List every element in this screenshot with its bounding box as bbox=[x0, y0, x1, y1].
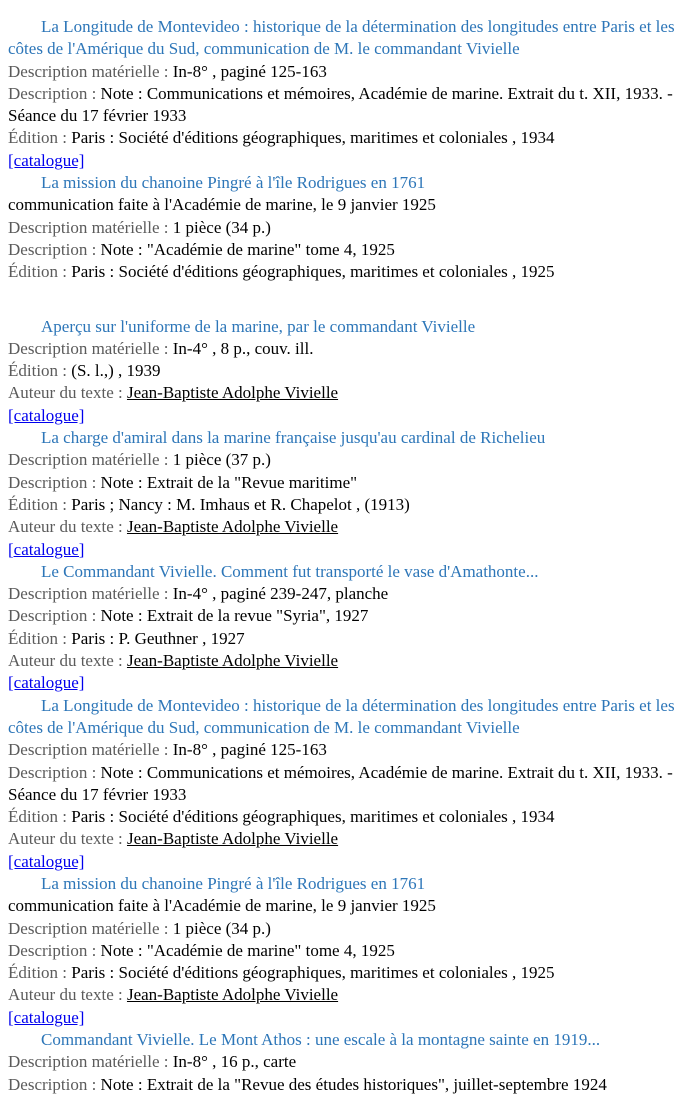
description-materielle-label: Description matérielle : bbox=[8, 740, 173, 760]
author-link[interactable]: Jean-Baptiste Adolphe Vivielle bbox=[126, 651, 339, 671]
edition-label: Édition : bbox=[8, 262, 72, 282]
description-note-value: Note : "Académie de marine" tome 4, 1925 bbox=[100, 239, 395, 259]
description-note-label: Description : bbox=[8, 472, 101, 492]
description-materielle-label: Description matérielle : bbox=[8, 584, 173, 604]
edition-value: Paris ; Nancy : M. Imhaus et R. Chapelot , (1913) bbox=[71, 494, 410, 514]
record-title-link[interactable]: La mission du chanoine Pingré à l'île Rodrigues en 1761 bbox=[41, 873, 426, 893]
description-note-value: Note : Extrait de la "Revue maritime" bbox=[100, 472, 358, 492]
edition-value: Paris : P. Geuthner , 1927 bbox=[71, 628, 245, 648]
record-subtitle: communication faite à l'Académie de marine, le 9 janvier 1925 bbox=[8, 195, 436, 215]
record-title-link[interactable]: Le Commandant Vivielle. Comment fut transporté le vase d'Amathonte... bbox=[41, 561, 539, 581]
description-note-label: Description : bbox=[8, 1074, 101, 1094]
auteur-du-texte-label: Auteur du texte : bbox=[8, 383, 127, 403]
record-title-link[interactable]: La Longitude de Montevideo : historique de la détermination des longitudes entre Paris et les côtes de l'Amérique du Sud, communication de M. le commandant Vivielle bbox=[8, 17, 675, 59]
author-link[interactable]: Jean-Baptiste Adolphe Vivielle bbox=[126, 517, 339, 537]
description-note-label: Description : bbox=[8, 606, 101, 626]
record-title-link[interactable]: La Longitude de Montevideo : historique de la détermination des longitudes entre Paris et les côtes de l'Amérique du Sud, communication de M. le commandant Vivielle bbox=[8, 695, 675, 737]
auteur-du-texte-label: Auteur du texte : bbox=[8, 829, 127, 849]
record bbox=[8, 1029, 682, 1096]
edition-value: Paris : Société d'éditions géographiques, maritimes et coloniales , 1925 bbox=[71, 963, 555, 983]
description-materielle-value: 1 pièce (37 p.) bbox=[172, 450, 271, 470]
description-note-value: Note : Extrait de la revue "Syria", 1927 bbox=[100, 606, 369, 626]
record-title-link[interactable]: Commandant Vivielle. Le Mont Athos : une escale à la montagne sainte en 1919... bbox=[41, 1030, 601, 1050]
record bbox=[8, 561, 682, 695]
catalogue-link[interactable]: [catalogue] bbox=[8, 150, 85, 170]
catalogue-link[interactable]: [catalogue] bbox=[8, 1007, 85, 1027]
catalogue-link[interactable]: [catalogue] bbox=[8, 851, 85, 871]
edition-label: Édition : bbox=[8, 494, 72, 514]
description-materielle-label: Description matérielle : bbox=[8, 450, 173, 470]
record bbox=[8, 873, 682, 1029]
record bbox=[8, 695, 682, 873]
edition-value: Paris : Société d'éditions géographiques, maritimes et coloniales , 1934 bbox=[71, 128, 555, 148]
catalogue-link[interactable]: [catalogue] bbox=[8, 673, 85, 693]
author-link[interactable]: Jean-Baptiste Adolphe Vivielle bbox=[126, 985, 339, 1005]
record bbox=[8, 427, 682, 561]
edition-label: Édition : bbox=[8, 361, 72, 381]
record bbox=[8, 316, 682, 427]
description-materielle-value: In-8° , 16 p., carte bbox=[172, 1052, 297, 1072]
description-materielle-value: In-8° , paginé 125-163 bbox=[172, 740, 327, 760]
author-link[interactable]: Jean-Baptiste Adolphe Vivielle bbox=[126, 829, 339, 849]
edition-label: Édition : bbox=[8, 128, 72, 148]
description-materielle-label: Description matérielle : bbox=[8, 217, 173, 237]
description-materielle-label: Description matérielle : bbox=[8, 61, 173, 81]
description-note-label: Description : bbox=[8, 239, 101, 259]
description-materielle-value: In-4° , 8 p., couv. ill. bbox=[172, 338, 314, 358]
record-title-link[interactable]: La mission du chanoine Pingré à l'île Rodrigues en 1761 bbox=[41, 173, 426, 193]
description-materielle-label: Description matérielle : bbox=[8, 918, 173, 938]
description-note-value: Note : Communications et mémoires, Académie de marine. Extrait du t. XII, 1933. - Séance du 17 février 1933 bbox=[8, 762, 673, 804]
auteur-du-texte-label: Auteur du texte : bbox=[8, 651, 127, 671]
description-note-value: Note : Extrait de la "Revue des études historiques", juillet-septembre 1924 bbox=[100, 1074, 607, 1094]
description-materielle-value: 1 pièce (34 p.) bbox=[172, 918, 271, 938]
edition-value: Paris : Société d'éditions géographiques, maritimes et coloniales , 1934 bbox=[71, 807, 555, 827]
auteur-du-texte-label: Auteur du texte : bbox=[8, 985, 127, 1005]
edition-value: (S. l.,) , 1939 bbox=[71, 361, 161, 381]
record bbox=[8, 172, 682, 283]
edition-label: Édition : bbox=[8, 963, 72, 983]
edition-label: Édition : bbox=[8, 807, 72, 827]
description-materielle-label: Description matérielle : bbox=[8, 1052, 173, 1072]
description-note-value: Note : "Académie de marine" tome 4, 1925 bbox=[100, 940, 395, 960]
description-note-label: Description : bbox=[8, 940, 101, 960]
record-title-link[interactable]: La charge d'amiral dans la marine française jusqu'au cardinal de Richelieu bbox=[41, 428, 546, 448]
catalogue-link[interactable]: [catalogue] bbox=[8, 405, 85, 425]
edition-label: Édition : bbox=[8, 628, 72, 648]
description-materielle-value: In-8° , paginé 125-163 bbox=[172, 61, 327, 81]
description-materielle-value: 1 pièce (34 p.) bbox=[172, 217, 271, 237]
description-note-label: Description : bbox=[8, 83, 101, 103]
edition-value: Paris : Société d'éditions géographiques, maritimes et coloniales , 1925 bbox=[71, 262, 555, 282]
auteur-du-texte-label: Auteur du texte : bbox=[8, 517, 127, 537]
description-materielle-label: Description matérielle : bbox=[8, 338, 173, 358]
description-materielle-value: In-4° , paginé 239-247, planche bbox=[172, 584, 389, 604]
author-link[interactable]: Jean-Baptiste Adolphe Vivielle bbox=[126, 383, 339, 403]
description-note-value: Note : Communications et mémoires, Académie de marine. Extrait du t. XII, 1933. - Séance du 17 février 1933 bbox=[8, 83, 673, 126]
record-subtitle: communication faite à l'Académie de marine, le 9 janvier 1925 bbox=[8, 896, 436, 916]
record-title-link[interactable]: Aperçu sur l'uniforme de la marine, par le commandant Vivielle bbox=[41, 316, 476, 336]
description-note-label: Description : bbox=[8, 762, 101, 782]
record bbox=[8, 16, 682, 172]
catalogue-link[interactable]: [catalogue] bbox=[8, 539, 85, 559]
